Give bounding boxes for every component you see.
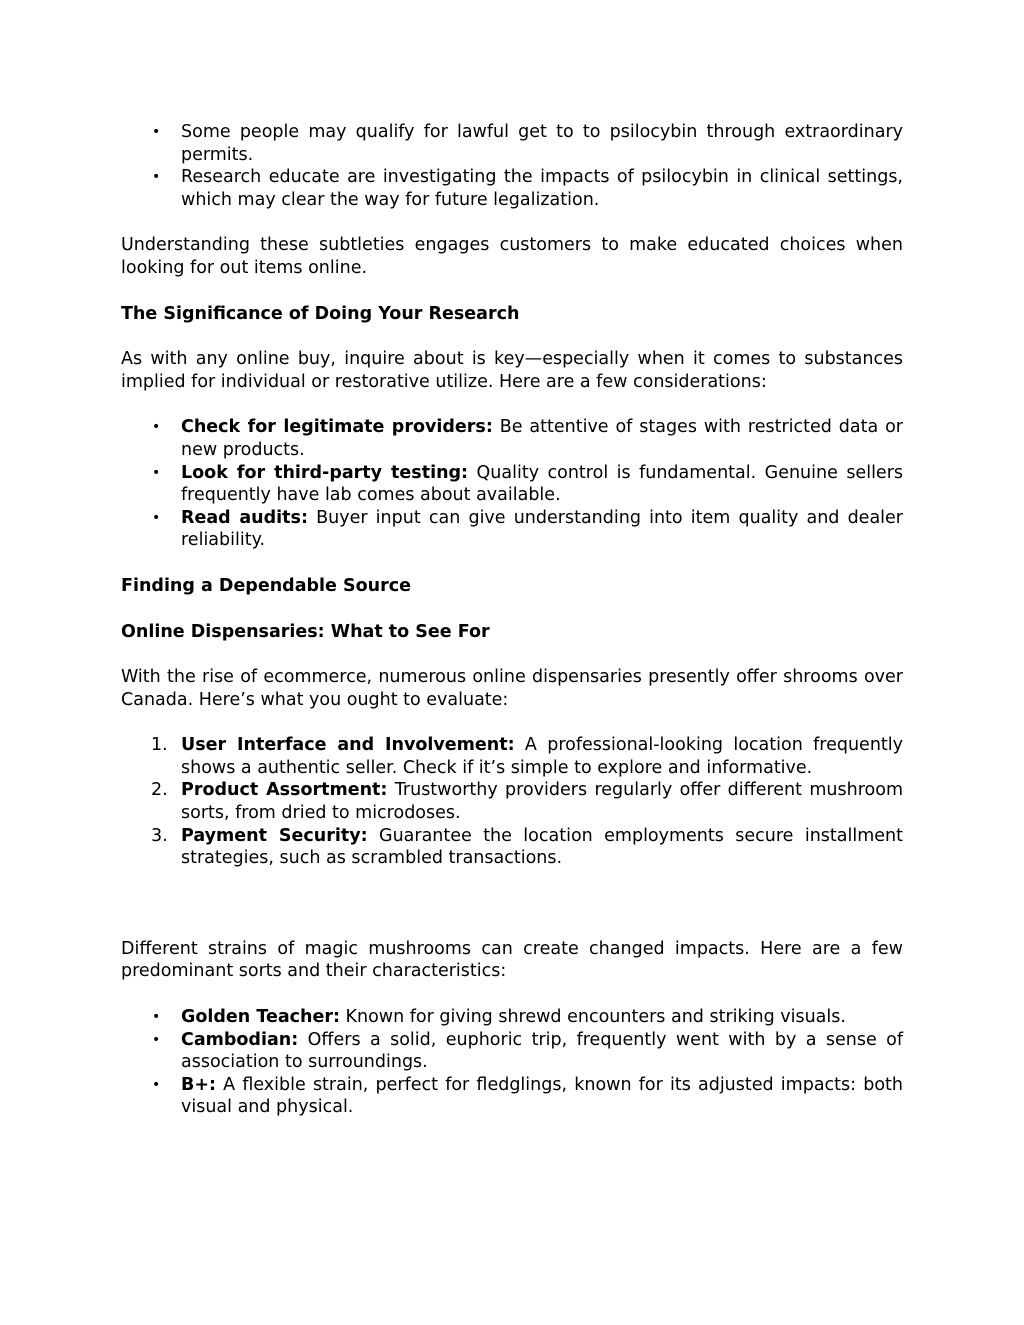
paragraph-strains: Different strains of magic mushrooms can create changed impacts. Here are a few predominant sorts and their characteristics: — [121, 938, 903, 982]
heading-dependable-source: Finding a Dependable Source — [121, 575, 411, 596]
list-item-bold: User Interface and Involvement: — [181, 735, 515, 756]
list-item — [121, 166, 903, 211]
bullet-marker: • — [152, 419, 161, 436]
list-item-text: A professional-looking location frequently shows a authentic seller. Check if it’s simple to explore and informative. — [181, 735, 903, 778]
list-item — [121, 1006, 903, 1029]
list-number: 2. — [151, 780, 168, 801]
list-item-bold: Read audits: — [181, 507, 308, 528]
evaluation-numbered-list — [121, 734, 903, 870]
strains-bullet-list — [121, 1006, 903, 1119]
list-item-bold: Cambodian: — [181, 1029, 299, 1050]
list-item-text: Some people may qualify for lawful get to to psilocybin through extraordinary permits. — [181, 122, 903, 165]
list-item-text: Be attentive of stages with restricted data or new products. — [181, 417, 903, 460]
bullet-marker: • — [152, 1009, 161, 1026]
list-item-text: Buyer input can give understanding into item quality and dealer reliability. — [181, 507, 903, 551]
list-item-text: Quality control is fundamental. Genuine sellers frequently have lab comes about available. — [181, 462, 904, 506]
list-item-bold: Golden Teacher: — [181, 1007, 340, 1028]
permit-bullet-list — [121, 121, 903, 211]
list-item — [121, 1029, 903, 1074]
bullet-marker: • — [152, 1031, 161, 1048]
list-item-text: Guarantee the location employments secure installment strategies, such as scrambled transactions. — [181, 825, 903, 869]
heading-online-dispensaries: Online Dispensaries: What to See For — [121, 621, 490, 642]
list-item-text: Research educate are investigating the impacts of psilocybin in clinical settings, which may clear the way for future legalization. — [181, 167, 903, 210]
list-number: 3. — [151, 825, 168, 846]
list-item-text: Trustworthy providers regularly offer different mushroom sorts, from dried to microdoses. — [181, 780, 903, 824]
section-spacer — [121, 870, 903, 938]
list-item-bold: Check for legitimate providers: — [181, 417, 493, 438]
list-item — [121, 416, 903, 461]
document-page — [121, 121, 903, 1119]
list-item — [121, 121, 903, 166]
bullet-marker: • — [152, 464, 161, 481]
list-item-bold: B+: — [181, 1074, 216, 1095]
paragraph-research: As with any online buy, inquire about is key—especially when it comes to substances implied for individual or restorative utilize. Here are a few considerations: — [121, 349, 903, 392]
paragraph-understanding: Understanding these subtleties engages customers to make educated choices when looking for out items online. — [121, 235, 903, 278]
bullet-marker: • — [152, 509, 161, 526]
list-item — [121, 462, 903, 507]
paragraph-ecommerce: With the rise of ecommerce, numerous online dispensaries presently offer shrooms over Canada. Here’s what you ought to evaluate: — [121, 667, 903, 710]
list-number: 1. — [151, 735, 168, 756]
list-item — [121, 779, 903, 824]
considerations-bullet-list — [121, 416, 903, 552]
list-item-bold: Look for third-party testing: — [181, 462, 469, 483]
list-item — [121, 825, 903, 870]
list-item — [121, 1074, 903, 1119]
heading-research: The Significance of Doing Your Research — [121, 303, 520, 324]
bullet-marker: • — [152, 124, 161, 140]
list-item-bold: Product Assortment: — [181, 780, 388, 801]
bullet-marker: • — [152, 169, 161, 186]
list-item — [121, 734, 903, 779]
list-item-text: Offers a solid, euphoric trip, frequently went with by a sense of association to surroundings. — [181, 1029, 903, 1073]
list-item — [121, 507, 903, 552]
list-item-text: Known for giving shrewd encounters and striking visuals. — [339, 1007, 846, 1028]
list-item-bold: Payment Security: — [181, 825, 368, 846]
list-item-text: A flexible strain, perfect for fledglings, known for its adjusted impacts: both visual and physical. — [181, 1074, 903, 1118]
bullet-marker: • — [152, 1076, 161, 1093]
